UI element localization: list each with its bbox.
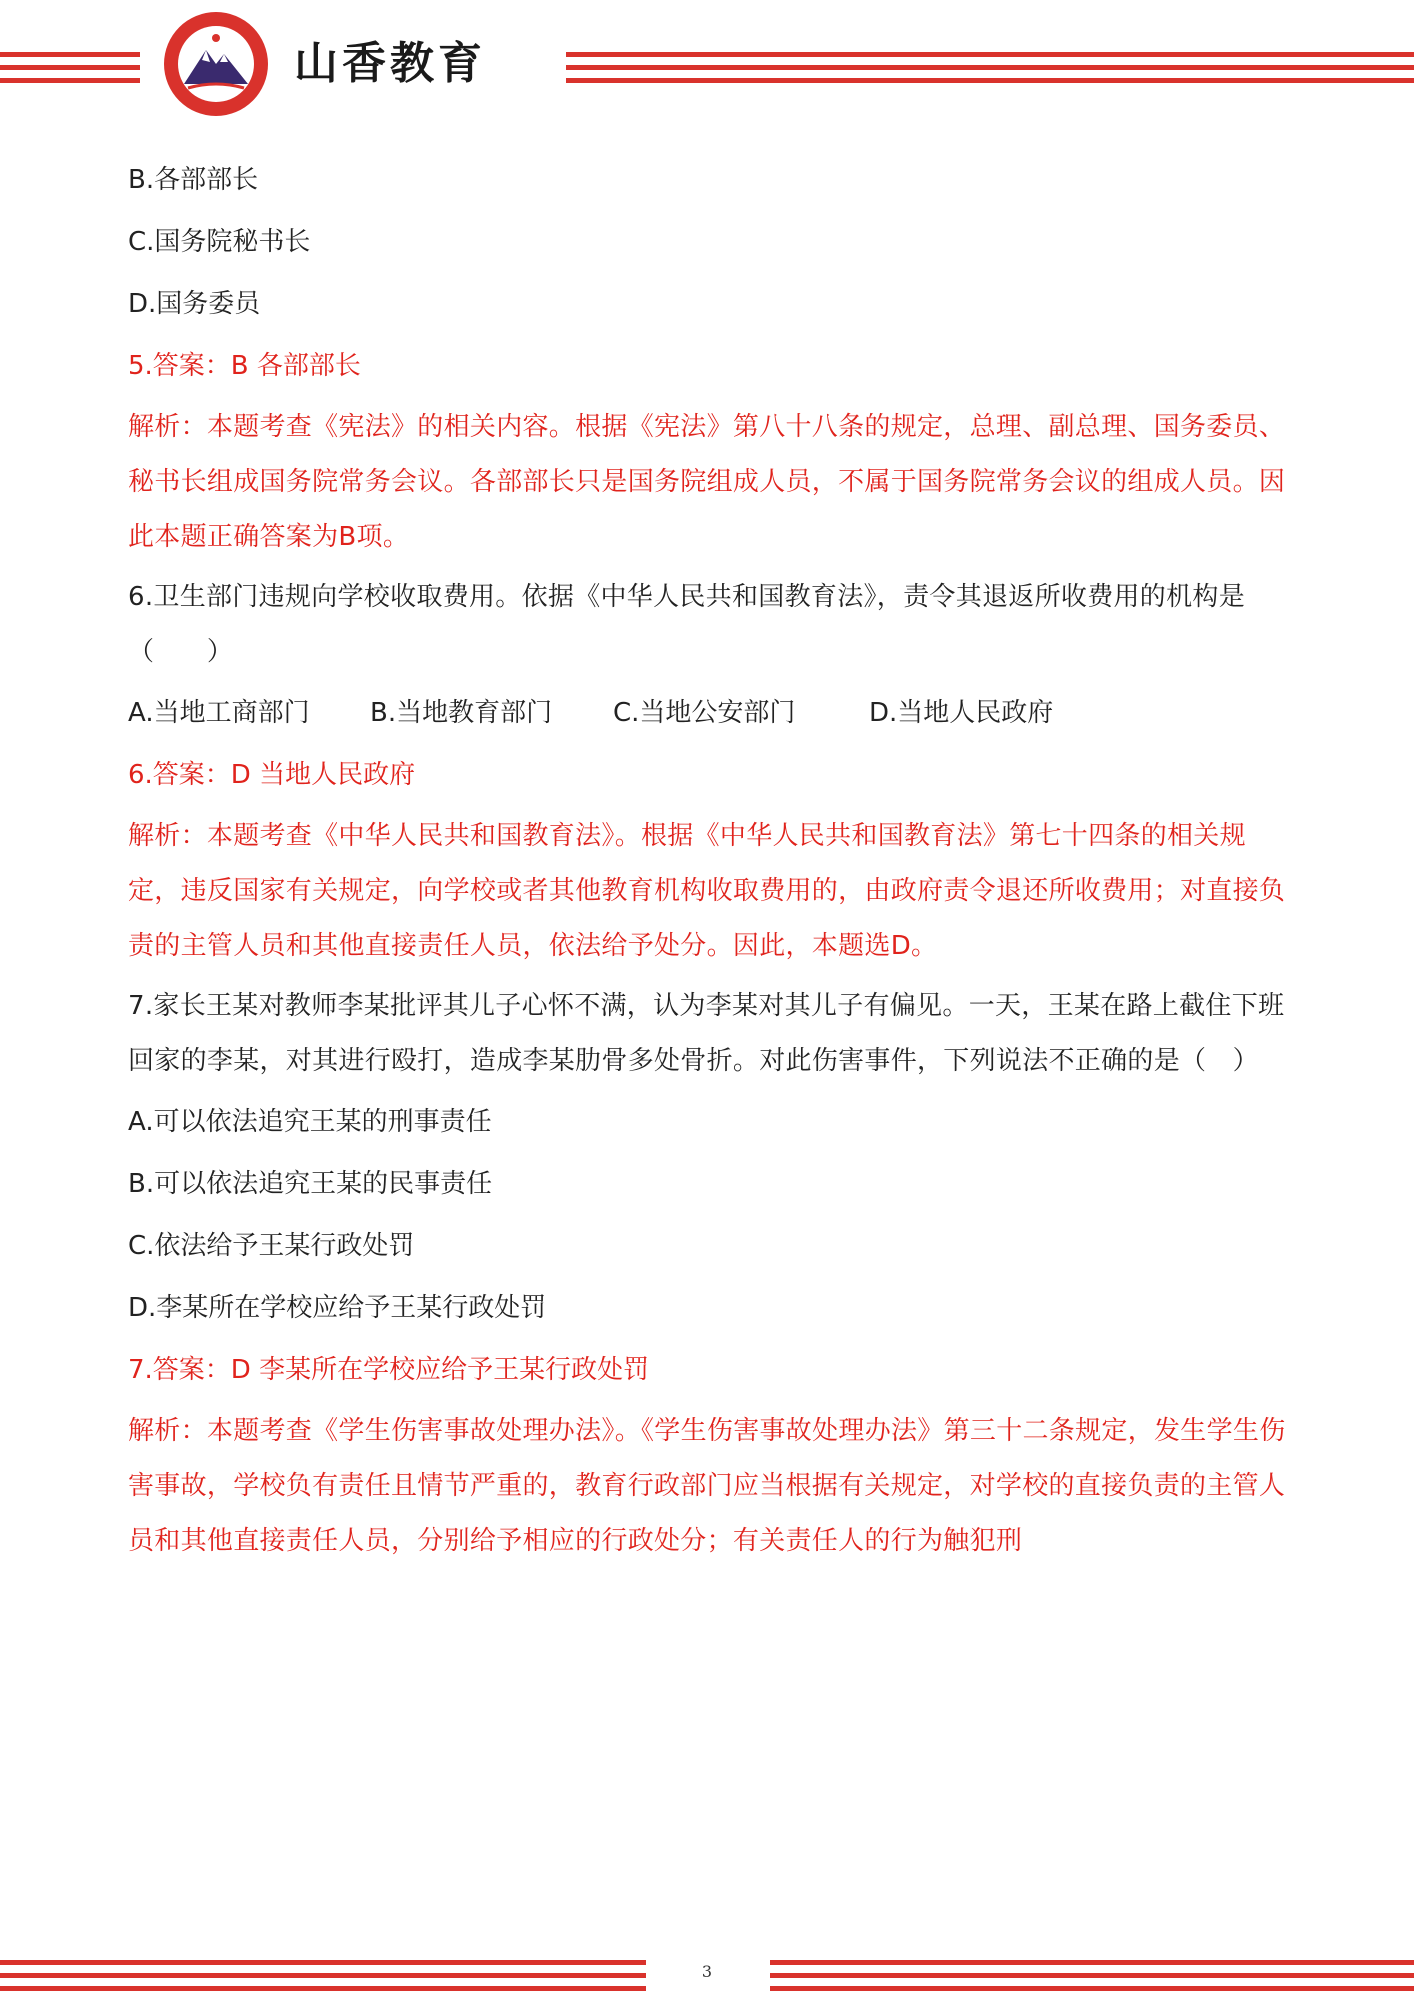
footer-stripes-left [0, 1960, 646, 1992]
q7-analysis: 解析：本题考查《学生伤害事故处理办法》。《学生伤害事故处理办法》第三十二条规定，发生学生伤害事故，学校负有责任且情节严重的，教育行政部门应当根据有关规定，对学校的直接负责的主管人员和其他直接责任人员，分别给予相应的行政处分；有关责任人的行为触犯刑 [128, 1416, 1286, 1556]
brand-logo [162, 10, 270, 118]
q6-analysis: 解析：本题考查《中华人民共和国教育法》。根据《中华人民共和国教育法》第七十四条的相关规定，违反国家有关规定，向学校或者其他教育机构收取费用的，由政府责令退还所收费用；对直接负责的主管人员和其他直接责任人员，依法给予处分。因此，本题选D。 [128, 821, 1286, 961]
q5-answer: 5.答案：B 各部部长 [128, 351, 361, 381]
q5-option-c: C.国务院秘书长 [128, 227, 311, 257]
header-stripes-left [0, 52, 140, 84]
q6-answer: 6.答案：D 当地人民政府 [128, 760, 416, 790]
q6-option-d: D.当地人民政府 [869, 698, 1054, 728]
q5-option-d: D.国务委员 [128, 289, 261, 319]
q7-option-a: A.可以依法追究王某的刑事责任 [128, 1107, 492, 1137]
header-stripes-right [566, 52, 1414, 84]
q6-question: 6.卫生部门违规向学校收取费用。依据《中华人民共和国教育法》，责令其退返所收费用的机构是（ ） [128, 582, 1246, 667]
document-body [128, 160, 1288, 1582]
q5-option-b: B.各部部长 [128, 165, 259, 195]
q6-option-c: C.当地公安部门 [613, 698, 796, 728]
q7-question: 7.家长王某对教师李某批评其儿子心怀不满，认为李某对其儿子有偏见。一天，王某在路上截住下班回家的李某，对其进行殴打，造成李某肋骨多处骨折。对此伤害事件，下列说法不正确的是（ ） [128, 991, 1285, 1076]
q7-option-b: B.可以依法追究王某的民事责任 [128, 1169, 493, 1199]
page-number: 3 [701, 1962, 713, 1981]
page-header [0, 0, 1414, 130]
q5-analysis: 解析：本题考查《宪法》的相关内容。根据《宪法》第八十八条的规定，总理、副总理、国务委员、秘书长组成国务院常务会议。各部部长只是国务院组成人员，不属于国务院常务会议的组成人员。因此本题正确答案为B项。 [128, 412, 1286, 552]
q6-options [128, 693, 1288, 733]
q7-option-c: C.依法给予王某行政处罚 [128, 1231, 415, 1261]
brand-name: 山香教育 [294, 38, 486, 89]
page-footer [0, 1950, 1414, 2000]
q7-option-d: D.李某所在学校应给予王某行政处罚 [128, 1293, 547, 1323]
footer-stripes-right [770, 1960, 1414, 1992]
q6-option-a: A.当地工商部门 [128, 698, 310, 728]
q7-answer: 7.答案：D 李某所在学校应给予王某行政处罚 [128, 1355, 650, 1385]
q6-option-b: B.当地教育部门 [370, 698, 553, 728]
